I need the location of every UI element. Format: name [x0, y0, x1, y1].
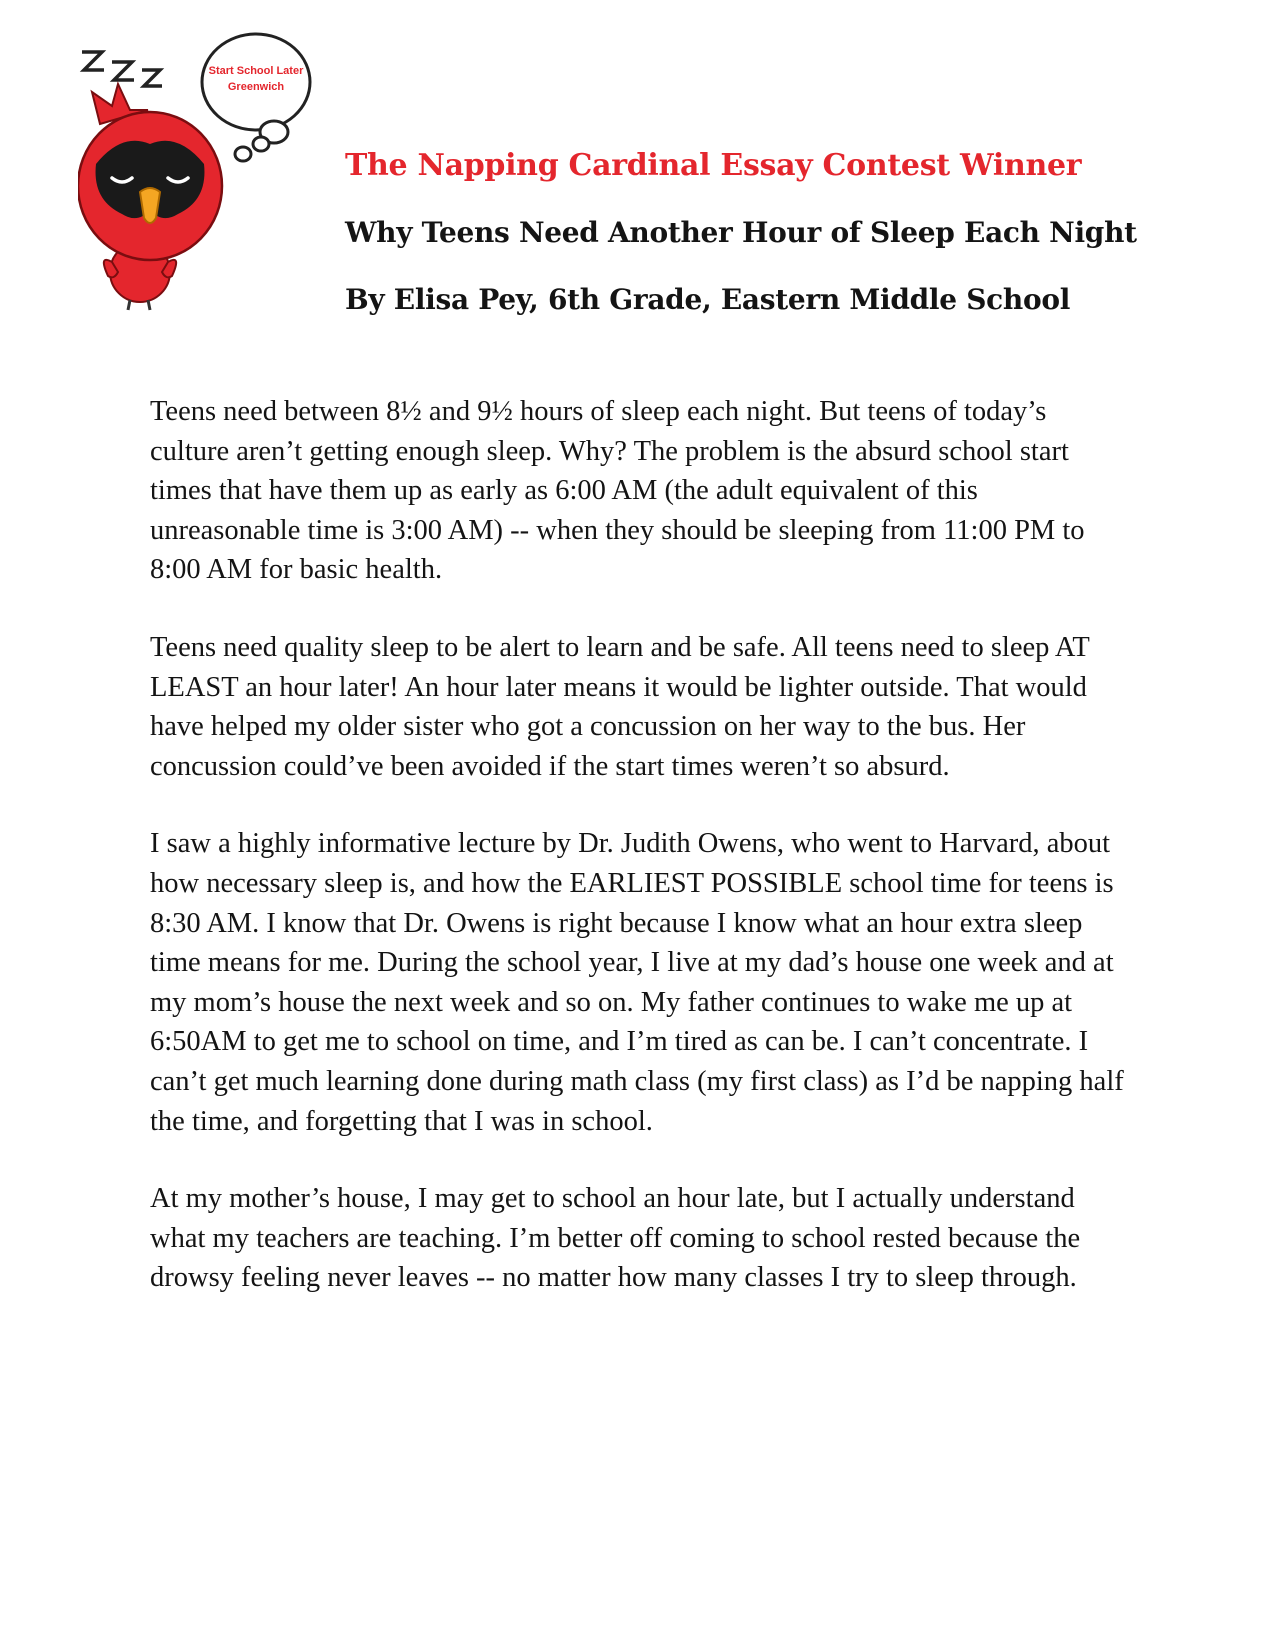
- essay-paragraph: Teens need quality sleep to be alert to learn and be safe. All teens need to sleep AT LEAST an hour later! An hour later means it would be lighter outside. That would have helped my older sister who got a concussion on her way to the bus. Her concussion could’ve been avoided if the start times weren’t so absurd.: [150, 631, 1090, 782]
- bubble-line-1: Start School Later: [208, 65, 304, 77]
- napping-cardinal-logo: [78, 14, 328, 324]
- essay-title: Why Teens Need Another Hour of Sleep Each Night: [345, 216, 1137, 249]
- snore-zzz-icon: [82, 52, 162, 86]
- bubble-line-2: Greenwich: [227, 81, 285, 93]
- author-byline: By Elisa Pey, 6th Grade, Eastern Middle School: [345, 283, 1071, 316]
- essay-paragraph: I saw a highly informative lecture by Dr. Judith Owens, who went to Harvard, about how necessary sleep is, and how the EARLIEST POSSIBLE school time for teens is 8:30 AM. I know that Dr. Owens is right because I know what an hour extra sleep time means for me. During the school year, I live at my dad’s house one week and at my mom’s house the next week and so on. My father continues to wake me up at 6:50AM to get me to school on time, and I’m tired as can be. I can’t concentrate. I can’t get much learning done during math class (my first class) as I’d be napping half the time, and forgetting that I was in school.: [150, 828, 1124, 1137]
- essay-body: [150, 392, 1130, 1336]
- essay-paragraph: Teens need between 8½ and 9½ hours of sleep each night. But teens of today’s culture aren’t getting enough sleep. Why? The problem is the absurd school start times that have them up as early as 6:00 AM (the adult equivalent of this unreasonable time is 3:00 AM) -- when they should be sleeping from 11:00 PM to 8:00 AM for basic health.: [150, 396, 1085, 586]
- essay-paragraph: At my mother’s house, I may get to school an hour late, but I actually understand what my teachers are teaching. I’m better off coming to school rested because the drowsy feeling never leaves -- no matter how many classes I try to sleep through.: [150, 1183, 1081, 1294]
- thought-bubble: [202, 34, 310, 161]
- sleeping-cardinal-icon: [78, 14, 328, 324]
- cardinal-beak: [140, 188, 160, 223]
- contest-title: The Napping Cardinal Essay Contest Winner: [345, 148, 1082, 183]
